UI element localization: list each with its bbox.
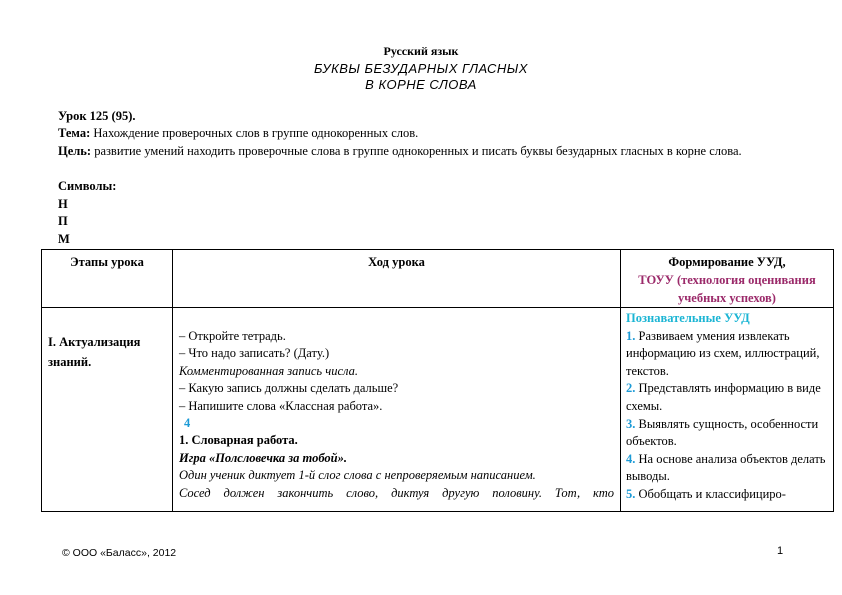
header-uud-line1: Формирование УУД, [668,255,786,269]
uud-item [626,451,828,486]
stage-cell: I. Актуализация знаний. [42,308,173,512]
uud-item-text: Обобщать и классифициро- [635,486,786,501]
symbol-p: П [58,214,68,228]
header-process: Ход урока [173,250,621,308]
lesson-title-line1: БУКВЫ БЕЗУДАРНЫХ ГЛАСНЫХ [314,61,528,76]
table-row [42,308,834,512]
table-header-row [42,250,834,308]
lesson-goal [58,143,788,160]
uud-item-number: 2. [626,381,636,396]
process-line: Комментированная запись числа. [179,363,358,378]
process-line: – Откройте тетрадь. [179,329,286,343]
uud-item [626,416,828,451]
uud-cell [621,308,834,512]
goal-label: Цель: [58,144,92,158]
uud-item-text: Представлять информацию в виде схемы. [626,381,821,413]
uud-item-number: 1. [626,328,636,343]
header-stages: Этапы урока [42,250,173,308]
process-cell [173,308,621,512]
goal-text: развитие умений находить проверочные слова в группе однокоренных и писать буквы безударных гласных в корне слова. [91,144,742,158]
lesson-table [41,249,834,512]
uud-item-number: 3. [626,416,636,431]
copyright-footer: © ООО «Баласс», 2012 [62,547,177,559]
header-uud [621,250,834,308]
uud-item-text: На основе анализа объектов делать выводы. [626,451,826,484]
lesson-topic [58,125,418,142]
uud-heading: Познавательные УУД [626,311,750,325]
symbol-m: М [58,232,70,246]
uud-item-text: Выявлять сущность, особенности объектов. [626,416,819,449]
uud-item [626,328,828,381]
section-heading: 1. Словарная работа. [179,433,298,448]
step-number: 4 [184,416,191,431]
subject-heading: Русский язык [383,44,459,58]
symbol-n: Н [58,197,68,211]
topic-text: Нахождение проверочных слов в группе однокоренных слов. [90,126,419,140]
process-line: – Что надо записать? (Дату.) [179,346,330,361]
lesson-number: Урок 125 (95). [58,109,136,123]
uud-item [626,380,828,415]
symbols-label: Символы: [58,179,117,193]
process-line: – Напишите слова «Классная работа». [179,398,383,413]
lesson-title-line2: В КОРНЕ СЛОВА [365,77,477,92]
game-description: Сосед должен закончить слово, диктуя другую половину. Тот, кто [179,485,614,500]
process-line: – Какую запись должны сделать дальше? [179,381,399,396]
header-toy: ТОУУ (технология оценивания учебных успехов) [638,273,816,305]
game-description: Один ученик диктует 1-й слог слова с непроверяемым написанием. [179,468,536,483]
uud-item-number: 5. [626,486,636,501]
page-number: 1 [777,545,784,557]
game-title: Игра «Полсловечка за тобой». [179,450,347,465]
uud-item-number: 4. [626,451,636,466]
topic-label: Тема: [58,126,91,140]
uud-item-text: Развиваем умения извлекать информацию из схем, иллюстраций, текстов. [626,328,820,378]
uud-item [626,486,828,504]
